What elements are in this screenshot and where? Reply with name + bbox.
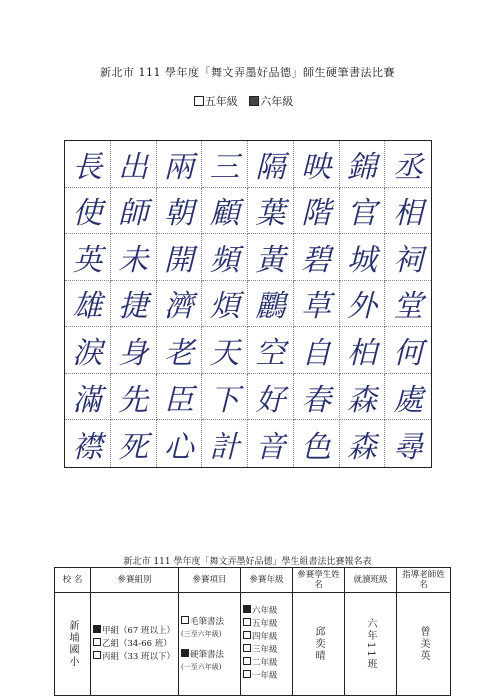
calligraphy-char: 官: [340, 188, 386, 235]
calligraphy-char: 心: [157, 420, 203, 467]
group-cell: [91, 593, 179, 696]
calligraphy-char: 下: [202, 374, 248, 421]
calligraphy-char: 森: [340, 374, 386, 421]
grade-selector: [0, 93, 495, 109]
group-c-label: 丙組（33 班以下）: [102, 651, 176, 662]
grade-cell: [241, 593, 293, 696]
calligraphy-char: 城: [340, 234, 386, 281]
grade1-label: 一年級: [252, 671, 278, 681]
calligraphy-char: 開: [157, 234, 203, 281]
group-b-label: 乙組（34-66 班）: [102, 638, 172, 649]
header-teacher: 指導老師姓名: [397, 568, 451, 593]
grade5-checkbox[interactable]: [243, 618, 251, 626]
calligraphy-char: 祠: [385, 234, 431, 281]
calligraphy-char: 煩: [202, 281, 248, 328]
calligraphy-char: 隔: [248, 141, 294, 188]
calligraphy-char: 捷: [111, 281, 157, 328]
pen-label: 硬筆書法: [190, 650, 225, 660]
calligraphy-char: 映: [294, 141, 340, 188]
group-a-checkbox[interactable]: [93, 625, 101, 633]
grade6-label: 六年級: [252, 606, 278, 616]
calligraphy-char: 先: [111, 374, 157, 421]
grade2-label: 二年級: [252, 658, 278, 668]
group-c-checkbox[interactable]: [93, 651, 101, 659]
table-header-row: [55, 568, 451, 593]
calligraphy-char: 雄: [65, 281, 111, 328]
grade3-checkbox[interactable]: [243, 644, 251, 652]
calligraphy-char: 森: [340, 420, 386, 467]
calligraphy-char: 丞: [385, 141, 431, 188]
group-b-checkbox[interactable]: [93, 638, 101, 646]
pen-checkbox[interactable]: [181, 649, 189, 657]
grade-5-label: 五年級: [204, 95, 238, 108]
calligraphy-char: 音: [248, 420, 294, 467]
calligraphy-char: 草: [294, 281, 340, 328]
calligraphy-char: 葉: [248, 188, 294, 235]
grade3-label: 三年級: [252, 645, 278, 655]
calligraphy-char: 臣: [157, 374, 203, 421]
calligraphy-char: 使: [65, 188, 111, 235]
calligraphy-char: 顧: [202, 188, 248, 235]
calligraphy-char: 未: [111, 234, 157, 281]
calligraphy-char: 頻: [202, 234, 248, 281]
teacher-name: 曾美英: [418, 626, 429, 662]
table-row: [55, 593, 451, 696]
calligraphy-char: 三: [202, 141, 248, 188]
brush-checkbox[interactable]: [181, 616, 189, 624]
header-item: 參賽項目: [179, 568, 241, 593]
grade4-checkbox[interactable]: [243, 631, 251, 639]
item-cell: [179, 593, 241, 696]
calligraphy-char: 兩: [157, 141, 203, 188]
grade4-label: 四年級: [252, 632, 278, 642]
calligraphy-char: 堂: [385, 281, 431, 328]
school-cell: [55, 593, 91, 696]
class-name: 六年11班: [365, 617, 376, 671]
calligraphy-char: 鸝: [248, 281, 294, 328]
calligraphy-char: 色: [294, 420, 340, 467]
grade-6-checkbox[interactable]: [249, 96, 259, 106]
calligraphy-char: 空: [248, 327, 294, 374]
calligraphy-char: 處: [385, 374, 431, 421]
calligraphy-char: 好: [248, 374, 294, 421]
grade-5-checkbox[interactable]: [194, 96, 204, 106]
calligraphy-char: 濟: [157, 281, 203, 328]
calligraphy-char: 相: [385, 188, 431, 235]
calligraphy-char: 外: [340, 281, 386, 328]
header-school: 校 名: [55, 568, 91, 593]
calligraphy-char: 錦: [340, 141, 386, 188]
calligraphy-char: 尋: [393, 429, 424, 465]
calligraphy-char: 天: [202, 327, 248, 374]
calligraphy-char: 自: [294, 327, 340, 374]
registration-table: [54, 567, 451, 696]
calligraphy-char: 階: [294, 188, 340, 235]
calligraphy-char: 出: [111, 141, 157, 188]
calligraphy-char: 計: [202, 420, 248, 467]
group-a-label: 甲組（67 班以上）: [102, 625, 176, 636]
teacher-cell: [397, 593, 451, 696]
calligraphy-char: 滿: [65, 374, 111, 421]
calligraphy-char: 英: [65, 234, 111, 281]
grade-6-label: 六年級: [260, 95, 294, 108]
header-grade: 參賽年級: [241, 568, 293, 593]
student-cell: [293, 593, 345, 696]
calligraphy-char: 何: [385, 327, 431, 374]
calligraphy-char: 柏: [340, 327, 386, 374]
calligraphy-char: 朝: [157, 188, 203, 235]
class-cell: [345, 593, 397, 696]
calligraphy-char: 襟: [65, 420, 111, 467]
calligraphy-char: 春: [294, 374, 340, 421]
calligraphy-char: 師: [111, 188, 157, 235]
header-group: 參賽組別: [91, 568, 179, 593]
calligraphy-char: 死: [111, 420, 157, 467]
grade6-checkbox[interactable]: [243, 605, 251, 613]
pen-note: (一至六年級): [181, 663, 222, 671]
calligraphy-char: 老: [157, 327, 203, 374]
brush-note: (三至六年級): [181, 630, 222, 638]
page-title: 新北市 111 學年度「舞文弄墨好品德」師生硬筆書法比賽: [100, 66, 395, 79]
grade1-checkbox[interactable]: [243, 670, 251, 678]
grade5-label: 五年級: [252, 619, 278, 629]
grade2-checkbox[interactable]: [243, 657, 251, 665]
school-name: 新埔國小: [67, 620, 78, 668]
calligraphy-char: 碧: [294, 234, 340, 281]
calligraphy-char: 身: [111, 327, 157, 374]
calligraphy-char: 長: [65, 141, 111, 188]
header-class: 就讀班級: [345, 568, 397, 593]
calligraphy-char: 淚: [65, 327, 111, 374]
student-name: 邱奕晴: [313, 626, 324, 662]
brush-label: 毛筆書法: [190, 617, 225, 627]
calligraphy-char: 黃: [248, 234, 294, 281]
form-title: 新北市 111 學年度「舞文弄墨好品德」學生組書法比賽報名表: [123, 557, 372, 567]
header-student: 參賽學生姓名: [293, 568, 345, 593]
calligraphy-grid: [64, 140, 432, 468]
